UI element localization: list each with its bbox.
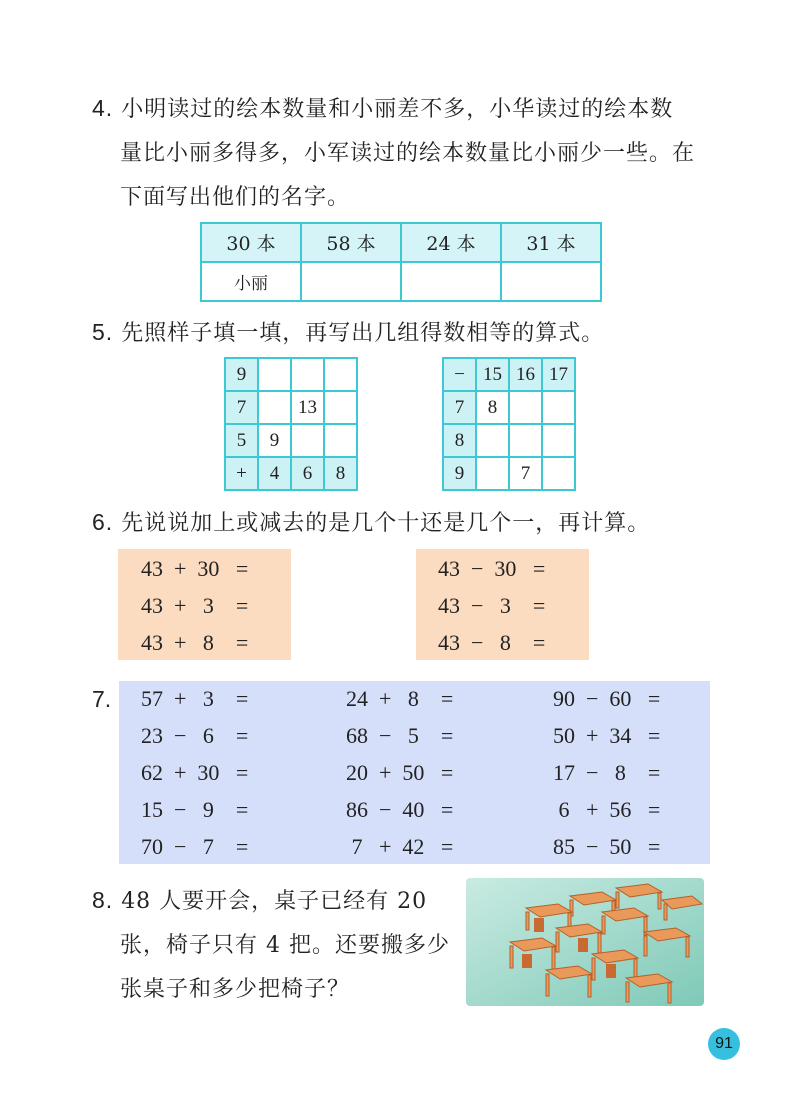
grid-cell[interactable] bbox=[509, 424, 542, 457]
q7-expression: 17 − 8 = bbox=[553, 760, 661, 785]
q4-line3: 下面写出他们的名字。 bbox=[120, 185, 351, 210]
q7-number: 7. bbox=[92, 686, 112, 712]
q7-expression: 6 + 56 = bbox=[553, 797, 661, 822]
q4-text bbox=[92, 86, 732, 220]
grid-cell: − bbox=[443, 358, 476, 391]
q5-text bbox=[92, 310, 604, 356]
grid-cell: + bbox=[225, 457, 258, 490]
q7-expression: 20 + 50 = bbox=[346, 760, 454, 785]
q8-line2: 张，椅子只有 4 把。还要搬多少 bbox=[120, 933, 450, 958]
q6-expression: 43 − 3 = bbox=[438, 593, 546, 618]
grid-cell[interactable] bbox=[476, 457, 509, 490]
grid-cell: 5 bbox=[225, 424, 258, 457]
grid-cell[interactable] bbox=[258, 391, 291, 424]
q8-line1: 48 人要开会，桌子已经有 20 bbox=[121, 889, 428, 914]
grid-cell[interactable] bbox=[542, 391, 575, 424]
grid-cell: 7 bbox=[509, 457, 542, 490]
grid-cell[interactable] bbox=[324, 391, 357, 424]
q5-addition-grid bbox=[224, 357, 358, 491]
grid-cell: 15 bbox=[476, 358, 509, 391]
grid-cell: 9 bbox=[225, 358, 258, 391]
q4-header-cell: 24 本 bbox=[401, 223, 501, 262]
grid-cell[interactable] bbox=[291, 358, 324, 391]
grid-cell[interactable] bbox=[542, 424, 575, 457]
q8-text bbox=[92, 878, 452, 1012]
q4-header-cell: 58 本 bbox=[301, 223, 401, 262]
grid-cell[interactable] bbox=[476, 424, 509, 457]
page-number-badge: 91 bbox=[708, 1028, 740, 1060]
grid-cell: 16 bbox=[509, 358, 542, 391]
grid-cell[interactable] bbox=[324, 358, 357, 391]
q5-subtraction-grid bbox=[442, 357, 576, 491]
q4-table-header-row bbox=[201, 223, 601, 262]
q8-line3: 张桌子和多少把椅子？ bbox=[120, 977, 351, 1002]
q4-header-cell: 30 本 bbox=[201, 223, 301, 262]
q7-expression: 62 + 30 = bbox=[141, 760, 249, 785]
q7-expression: 70 − 7 = bbox=[141, 834, 249, 859]
grid-cell: 8 bbox=[476, 391, 509, 424]
q7-expression: 85 − 50 = bbox=[553, 834, 661, 859]
q6-expression: 43 + 3 = bbox=[141, 593, 249, 618]
q6-expression: 43 − 30 = bbox=[438, 556, 546, 581]
grid-cell[interactable] bbox=[324, 424, 357, 457]
q6-instruction: 先说说加上或减去的是几个十还是几个一，再计算。 bbox=[121, 511, 651, 536]
q7-expression: 15 − 9 = bbox=[141, 797, 249, 822]
q6-expression: 43 + 30 = bbox=[141, 556, 249, 581]
q6-text bbox=[92, 500, 650, 546]
q7-expression: 86 − 40 = bbox=[346, 797, 454, 822]
q4-answer-cell[interactable] bbox=[401, 262, 501, 301]
q7-expression: 24 + 8 = bbox=[346, 686, 454, 711]
q7-expression: 57 + 3 = bbox=[141, 686, 249, 711]
q7-expression: 50 + 34 = bbox=[553, 723, 661, 748]
grid-cell: 6 bbox=[291, 457, 324, 490]
q4-book-table bbox=[200, 222, 602, 302]
q5-number: 5. bbox=[92, 319, 114, 345]
q6-expression: 43 + 8 = bbox=[141, 630, 249, 655]
grid-cell[interactable] bbox=[509, 391, 542, 424]
grid-cell: 7 bbox=[443, 391, 476, 424]
grid-cell: 8 bbox=[324, 457, 357, 490]
desks-and-chairs-illustration bbox=[466, 878, 704, 1006]
q7-expression: 7 + 42 = bbox=[346, 834, 454, 859]
q4-answer-cell[interactable] bbox=[501, 262, 601, 301]
q8-number: 8. bbox=[92, 887, 114, 913]
grid-cell: 4 bbox=[258, 457, 291, 490]
q6-number: 6. bbox=[92, 509, 114, 535]
grid-cell: 8 bbox=[443, 424, 476, 457]
grid-cell[interactable] bbox=[291, 424, 324, 457]
q4-table-name-row bbox=[201, 262, 601, 301]
q7-expression: 68 − 5 = bbox=[346, 723, 454, 748]
q4-line2: 量比小丽多得多，小军读过的绘本数量比小丽少一些。在 bbox=[120, 141, 696, 166]
grid-cell: 7 bbox=[225, 391, 258, 424]
grid-cell: 9 bbox=[443, 457, 476, 490]
q4-number: 4. bbox=[92, 95, 114, 121]
q6-expression: 43 − 8 = bbox=[438, 630, 546, 655]
q7-expression: 23 − 6 = bbox=[141, 723, 249, 748]
grid-cell: 13 bbox=[291, 391, 324, 424]
q4-answer-cell[interactable] bbox=[301, 262, 401, 301]
grid-cell[interactable] bbox=[542, 457, 575, 490]
grid-cell: 9 bbox=[258, 424, 291, 457]
q4-header-cell: 31 本 bbox=[501, 223, 601, 262]
q4-line1: 小明读过的绘本数量和小丽差不多，小华读过的绘本数 bbox=[121, 97, 674, 122]
grid-cell[interactable] bbox=[258, 358, 291, 391]
q7-expression: 90 − 60 = bbox=[553, 686, 661, 711]
grid-cell: 17 bbox=[542, 358, 575, 391]
q5-instruction: 先照样子填一填，再写出几组得数相等的算式。 bbox=[121, 321, 605, 346]
q4-name-cell: 小丽 bbox=[201, 262, 301, 301]
